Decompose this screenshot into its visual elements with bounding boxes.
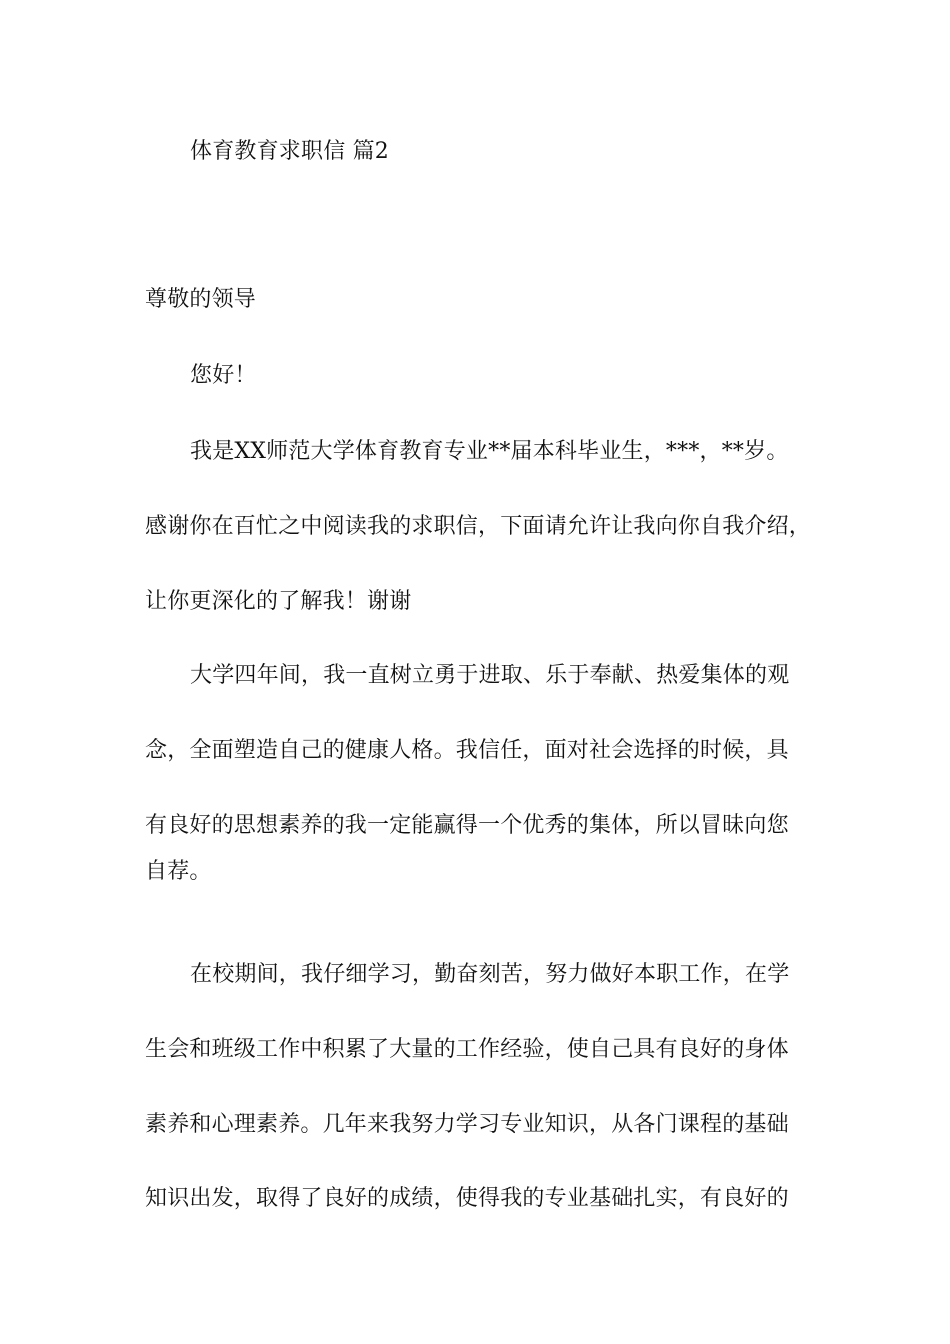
body-line: 知识出发，取得了良好的成绩，使得我的专业基础扎实，有良好的 (145, 1186, 789, 1211)
body-line: 在校期间，我仔细学习，勤奋刻苦，努力做好本职工作，在学 (190, 962, 790, 987)
document-title: 体育教育求职信 篇2 (190, 139, 389, 164)
greeting: 您好！ (190, 363, 257, 388)
body-line: 感谢你在百忙之中阅读我的求职信，下面请允许让我向你自我介绍， (145, 514, 812, 539)
body-line: 有良好的思想素养的我一定能赢得一个优秀的集体，所以冒昧向您 (145, 813, 789, 838)
body-line: 素养和心理素养。几年来我努力学习专业知识，从各门课程的基础 (145, 1112, 789, 1137)
body-line: 大学四年间，我一直树立勇于进取、乐于奉献、热爱集体的观 (190, 663, 790, 688)
body-line: 我是XX师范大学体育教育专业**届本科毕业生，***，**岁。 (190, 439, 789, 464)
body-line: 让你更深化的了解我！谢谢 (145, 589, 412, 614)
body-line: 念，全面塑造自己的健康人格。我信任，面对社会选择的时候，具 (145, 738, 789, 763)
salutation: 尊敬的领导 (145, 287, 257, 312)
body-line: 自荐。 (145, 859, 212, 884)
body-line: 生会和班级工作中积累了大量的工作经验，使自己具有良好的身体 (145, 1037, 789, 1062)
